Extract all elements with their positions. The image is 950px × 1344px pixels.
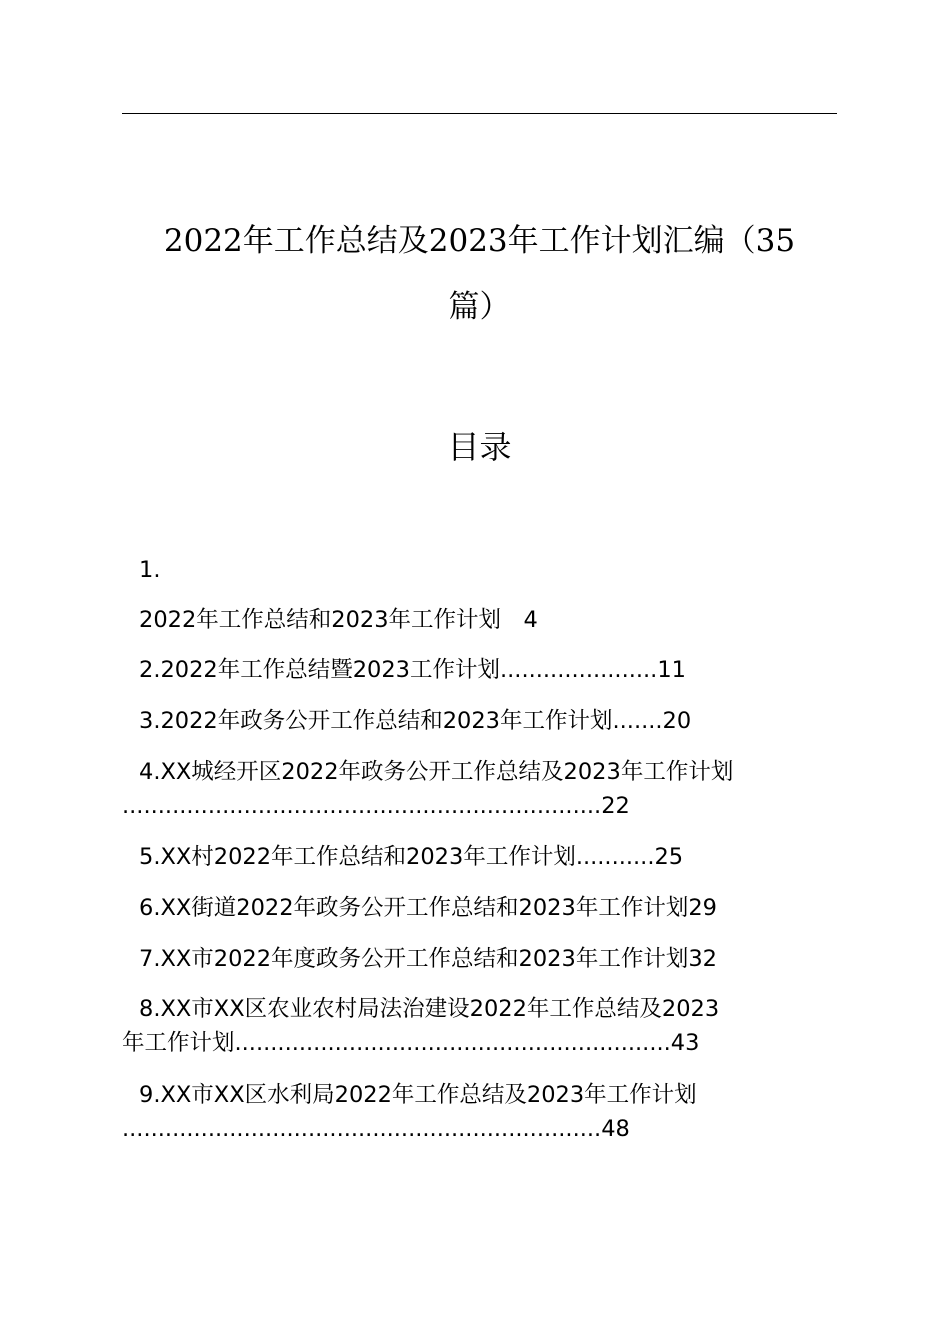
toc-entry-1-number[interactable]: 1.	[139, 557, 161, 583]
top-rule	[122, 113, 837, 114]
toc-entry-4-line-2[interactable]: ...................................................................22	[122, 793, 630, 819]
toc-entry-2[interactable]: 2.2022年工作总结暨2023工作计划......................11	[139, 657, 686, 683]
toc-entry-9-line-1[interactable]: 9.XX市XX区水利局2022年工作总结及2023年工作计划	[139, 1082, 697, 1108]
document-title	[122, 208, 837, 340]
document-title-line-1: 2022年工作总结及2023年工作计划汇编（35	[163, 223, 796, 259]
toc-heading: 目录	[447, 428, 512, 466]
toc-entry-1[interactable]: 2022年工作总结和2023年工作计划 4	[139, 607, 538, 633]
document-title-line-2: 篇）	[448, 289, 511, 325]
toc-entry-3[interactable]: 3.2022年政务公开工作总结和2023年工作计划.......20	[139, 708, 692, 734]
toc-entry-4-line-1[interactable]: 4.XX城经开区2022年政务公开工作总结及2023年工作计划	[139, 759, 734, 785]
toc-entry-8-line-1[interactable]: 8.XX市XX区农业农村局法治建设2022年工作总结及2023	[139, 996, 720, 1022]
toc-entry-8-line-2[interactable]: 年工作计划.............................................................43	[122, 1030, 700, 1056]
toc-entry-7[interactable]: 7.XX市2022年度政务公开工作总结和2023年工作计划32	[139, 946, 717, 972]
toc-entry-5[interactable]: 5.XX村2022年工作总结和2023年工作计划...........25	[139, 844, 684, 870]
toc-entry-9-line-2[interactable]: ...................................................................48	[122, 1116, 630, 1142]
toc-entry-6[interactable]: 6.XX街道2022年政务公开工作总结和2023年工作计划29	[139, 895, 717, 921]
